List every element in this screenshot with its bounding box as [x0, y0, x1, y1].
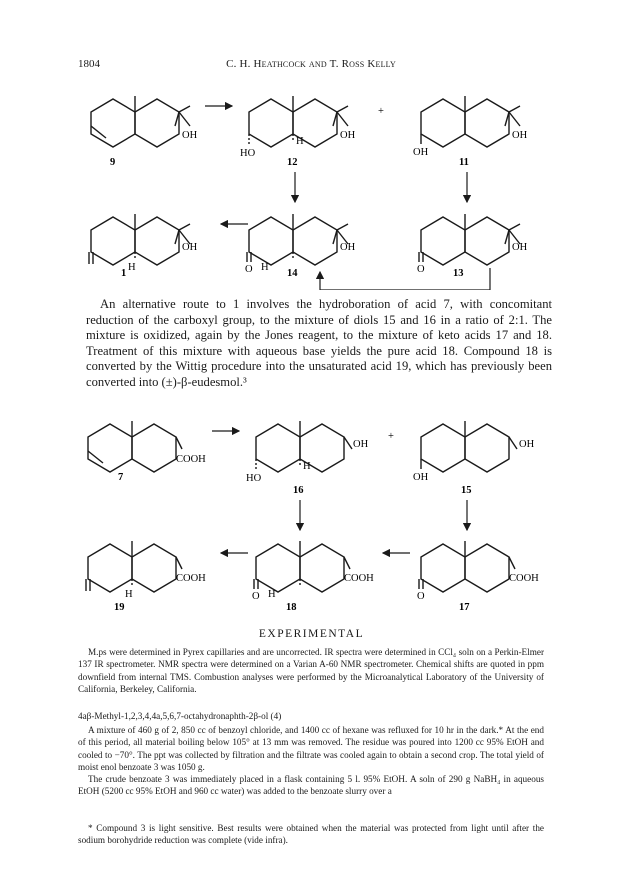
group-oh-11a: OH [413, 147, 429, 158]
group-h-14: H [261, 262, 269, 273]
group-h-16: H [303, 461, 311, 472]
group-oh-11b: OH [512, 130, 528, 141]
procedure-paragraph-1: A mixture of 460 g of 2, 850 cc of benzoyl chloride, and 1400 cc of hexane was refluxed for 10 hr in the dark.* At the end of this period, all material boiling below 105° at 13 mm was removed. The residue was poured into 1200 cc 95% EtOH and cooled to −70°. The ppt was collected by filtration and the filtrate was cooled again to obtain a second crop. The total yield of moist enol benzoate 3 was 1050 g. [78, 725, 544, 772]
experimental-heading: EXPERIMENTAL [258, 628, 365, 640]
footnote-text: * Compound 3 is light sensitive. Best results were obtained when the material was protected from light until after the sodium borohydride reduction was complete (vide infra). [78, 823, 544, 846]
group-ho-16: HO [246, 473, 262, 484]
compound-label-11: 11 [459, 157, 469, 168]
group-cooh-19: COOH [176, 573, 206, 584]
structure-9 [91, 96, 190, 147]
group-o-13: O [417, 264, 425, 275]
group-oh-13: OH [512, 242, 528, 253]
page-header [78, 58, 544, 74]
compound-label-9: 9 [110, 157, 116, 168]
group-oh-1: OH [182, 242, 198, 253]
compound-label-15: 15 [461, 485, 472, 496]
group-oh-15b: OH [519, 439, 535, 450]
structure-7 [88, 421, 182, 472]
group-oh-16: OH [353, 439, 369, 450]
structure-11 [421, 96, 520, 147]
paragraph-1: An alternative route to 1 involves the hydroboration of acid 7, with concomitant reduction of the carboxyl group, to the mixture of diols 15 and 16 in a ratio of 2:1. The mixture is oxidized, again by the Jones reagent, to the mixture of keto acids 17 and 18. Treatment of this mixture with aqueous base yields the pure acid 18. Compound 18 is converted by the Wittig procedure into the unsaturated acid 19, which has previously been converted into (±)-β-eudesmol.³ [86, 297, 552, 389]
structure-14 [247, 214, 348, 265]
arrow-13-to-14 [320, 268, 490, 290]
structure-18 [254, 541, 350, 592]
group-oh-14: OH [340, 242, 356, 253]
group-cooh-17: COOH [509, 573, 539, 584]
group-cooh-18: COOH [344, 573, 374, 584]
scheme-2 [0, 405, 623, 620]
compound-label-17: 17 [459, 602, 470, 613]
structure-13 [419, 214, 520, 265]
group-cooh-7: COOH [176, 454, 206, 465]
compound-label-19: 19 [114, 602, 125, 613]
group-o-17: O [417, 591, 425, 602]
group-h-1: H [128, 262, 136, 273]
page-number: 1804 [78, 58, 100, 70]
experimental-general [78, 646, 544, 695]
group-o-18: O [252, 591, 260, 602]
body-paragraph [86, 297, 552, 390]
plus-sign-1: + [378, 106, 384, 117]
scheme-1 [0, 80, 623, 290]
experimental-procedure [78, 724, 544, 798]
compound-label-1: 1 [121, 268, 127, 279]
compound-label-13: 13 [453, 268, 464, 279]
compound-label-7: 7 [118, 472, 124, 483]
group-h-19: H [125, 589, 133, 600]
group-h-12: H [296, 136, 304, 147]
compound-label-16: 16 [293, 485, 304, 496]
compound-label-12: 12 [287, 157, 298, 168]
procedure-paragraph-2: The crude benzoate 3 was immediately placed in a flask containing 5 l. 95% EtOH. A soln of 290 g NaBH₄ in aqueous EtOH (5200 cc 95% EtOH and 960 cc water) was added to the benzoate slurry over a [78, 774, 544, 797]
structure-15 [421, 421, 517, 472]
group-oh-12: OH [340, 130, 356, 141]
running-title: C. H. Heathcock and T. Ross Kelly [226, 58, 396, 70]
compound-heading: 4aβ-Methyl-1,2,3,4,4a,5,6,7-octahydronaphth-2β-ol (4) [78, 711, 282, 721]
group-oh-9: OH [182, 130, 198, 141]
plus-sign-2: + [388, 431, 394, 442]
group-ho-12: HO [240, 148, 256, 159]
group-h-18: H [268, 589, 276, 600]
footnote [78, 822, 544, 847]
structure-19 [86, 541, 182, 592]
compound-label-14: 14 [287, 268, 298, 279]
compound-label-18: 18 [286, 602, 297, 613]
structure-1 [89, 214, 190, 265]
general-methods-text: M.ps were determined in Pyrex capillaries and are uncorrected. IR spectra were determined in CCl₄ soln on a Perkin-Elmer 137 IR spectrometer. NMR spectra were determined on a Varian A-60 NMR spectrometer. Chemical shifts are quoted in ppm downfield from internal TMS. Combustion analyses were performed by the Microanalytical Laboratory of the University of California, Berkeley, California. [78, 647, 544, 694]
structure-17 [419, 541, 515, 592]
group-oh-15a: OH [413, 472, 429, 483]
group-o-14: O [245, 264, 253, 275]
